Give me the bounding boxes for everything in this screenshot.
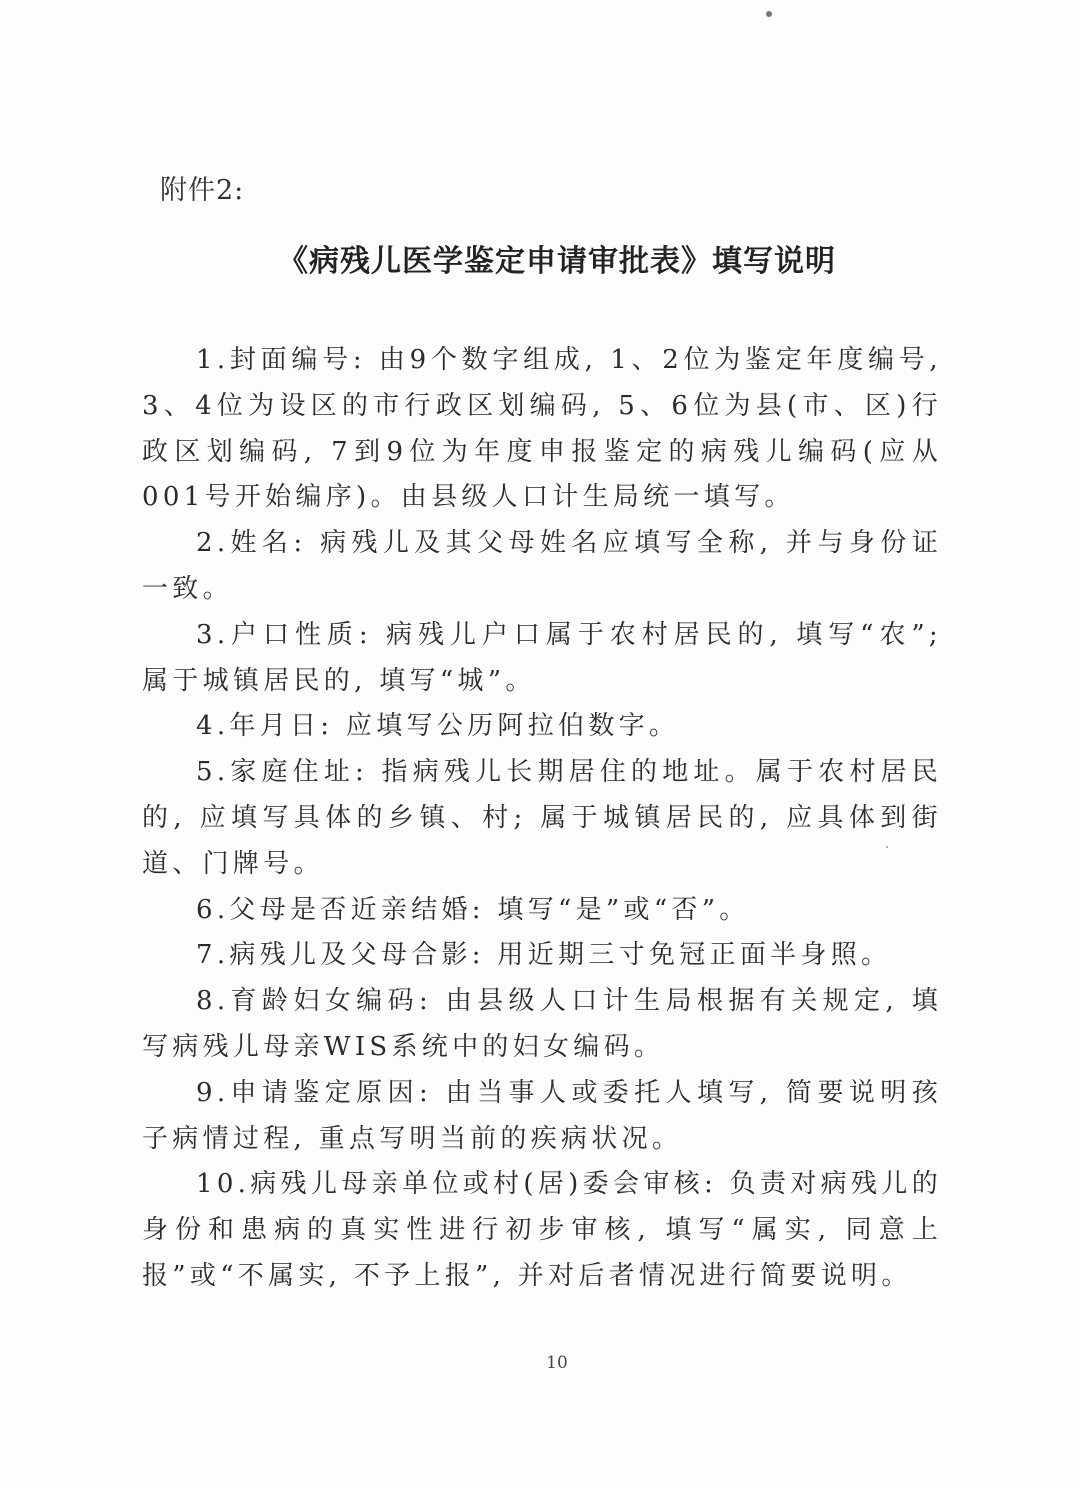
instruction-paragraph-9: 9.申请鉴定原因: 由当事人或委托人填写, 简要说明孩子病情过程, 重点写明当前的疾病状况。 (142, 1077, 942, 1154)
instruction-paragraph-4: 4.年月日: 应填写公历阿拉伯数字。 (196, 711, 680, 742)
instruction-paragraph-10: 10.病残儿母亲单位或村(居)委会审核: 负责对病残儿的身份和患病的真实性进行初步审核, 填写“属实, 同意上报”或“不属实, 不予上报”, 并对后者情况进行简要说明。 (142, 1169, 942, 1291)
attachment-label: 附件2: (160, 175, 245, 206)
scan-speck (766, 11, 772, 17)
instruction-paragraph-8: 8.育龄妇女编码: 由县级人口计生局根据有关规定, 填写病残儿母亲WIS系统中的妇女编码。 (142, 986, 942, 1062)
instruction-paragraph-7: 7.病残儿及父母合影: 用近期三寸免冠正面半身照。 (196, 940, 892, 971)
instruction-paragraph-1: 1.封面编号: 由9个数字组成, 1、2位为鉴定年度编号, 3、4位为设区的市行政区划编码, 5、6位为县(市、区)行政区划编码, 7到9位为年度申报鉴定的病残儿编码(应从001号开始编序)。由县级人口计生局统一填写。 (142, 345, 942, 513)
instruction-paragraph-2: 2.姓名: 病残儿及其父母姓名应填写全称, 并与身份证一致。 (142, 528, 942, 604)
instruction-paragraph-3: 3.户口性质: 病残儿户口属于农村居民的, 填写“农”; 属于城镇居民的, 填写“城”。 (142, 619, 942, 696)
instructions-body (142, 338, 942, 1300)
page-number: 10 (546, 1353, 568, 1373)
document-title: 《病残儿医学鉴定申请审批表》填写说明 (278, 244, 836, 279)
instruction-paragraph-6: 6.父母是否近亲结婚: 填写“是”或“否”。 (196, 894, 750, 925)
instruction-paragraph-5: 5.家庭住址: 指病残儿长期居住的地址。属于农村居民的, 应填写具体的乡镇、村; 属于城镇居民的, 应具体到街道、门牌号。 (142, 757, 942, 879)
